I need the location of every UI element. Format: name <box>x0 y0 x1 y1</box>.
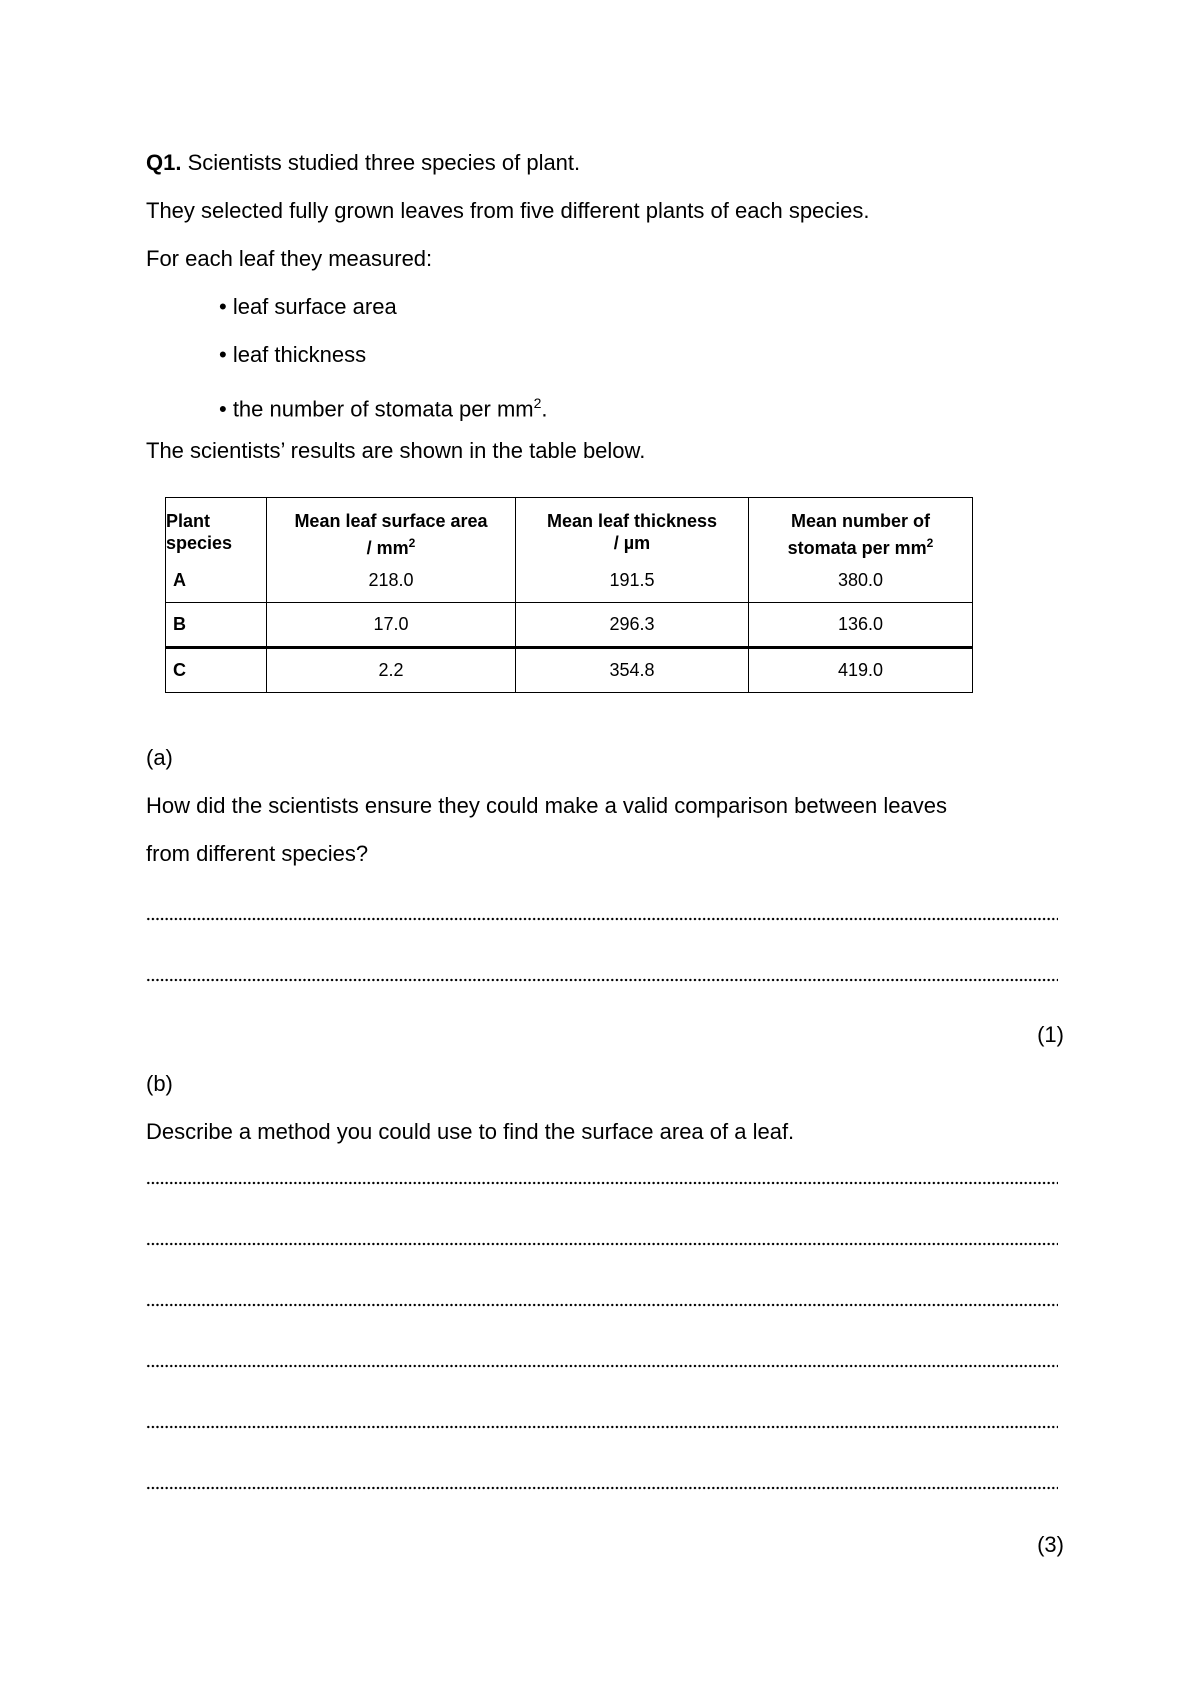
bullet-leaf-thickness: • leaf thickness <box>219 342 367 367</box>
part-b-label: (b) <box>146 1071 173 1096</box>
cell-area: 17.0 <box>267 603 516 648</box>
bullet-stomata-sup: 2 <box>533 395 542 411</box>
question-line-2: They selected fully grown leaves from five different plants of each species. <box>146 198 870 223</box>
table-header-row <box>166 498 973 560</box>
part-a-question-line-2: from different species? <box>146 841 369 866</box>
answer-line[interactable] <box>146 1425 1058 1429</box>
cell-thickness: 296.3 <box>516 603 749 648</box>
results-table <box>165 497 973 693</box>
cell-species: A <box>166 559 267 603</box>
part-a-question-line-1: How did the scientists ensure they could make a valid comparison between leaves <box>146 793 947 818</box>
header-surface-area: Mean leaf surface area / $mm^2$ <box>267 498 516 560</box>
cell-stomata: 136.0 <box>749 603 973 648</box>
cell-species: C <box>166 648 267 693</box>
question-intro-text: Scientists studied three species of plant. <box>187 150 581 175</box>
bullet-leaf-surface-area: • leaf surface area <box>219 294 397 319</box>
part-a-marks: (1) <box>1037 1022 1064 1047</box>
answer-line[interactable] <box>146 917 1058 921</box>
part-b-marks: (3) <box>1037 1532 1064 1557</box>
cell-thickness: 191.5 <box>516 559 749 603</box>
cell-thickness: 354.8 <box>516 648 749 693</box>
header-stomata: Mean number of stomata per $mm^2$ <box>749 498 973 560</box>
question-line-3: For each leaf they measured: <box>146 246 433 271</box>
table-intro: The scientists’ results are shown in the table below. <box>146 438 646 463</box>
table-row <box>166 603 973 648</box>
bullet-stomata-period: . <box>541 396 548 422</box>
question-intro <box>146 150 580 176</box>
cell-area: 2.2 <box>267 648 516 693</box>
bullet-stomata <box>219 390 548 422</box>
header-thickness: Mean leaf thickness / µm <box>516 498 749 560</box>
table-row <box>166 648 973 693</box>
answer-line[interactable] <box>146 1486 1058 1490</box>
cell-stomata: 419.0 <box>749 648 973 693</box>
answer-line[interactable] <box>146 1364 1058 1368</box>
question-number: Q1. <box>146 150 182 175</box>
bullet-stomata-text: • the number of stomata per mm <box>219 396 534 422</box>
answer-line[interactable] <box>146 1242 1058 1246</box>
part-b-question: Describe a method you could use to find the surface area of a leaf. <box>146 1119 795 1144</box>
cell-stomata: 380.0 <box>749 559 973 603</box>
cell-species: B <box>166 603 267 648</box>
part-a-label: (a) <box>146 745 173 770</box>
table-row <box>166 559 973 603</box>
cell-area: 218.0 <box>267 559 516 603</box>
header-plant-species: Plant species <box>166 498 267 560</box>
answer-line[interactable] <box>146 1303 1058 1307</box>
answer-line[interactable] <box>146 978 1058 982</box>
answer-line[interactable] <box>146 1181 1058 1185</box>
